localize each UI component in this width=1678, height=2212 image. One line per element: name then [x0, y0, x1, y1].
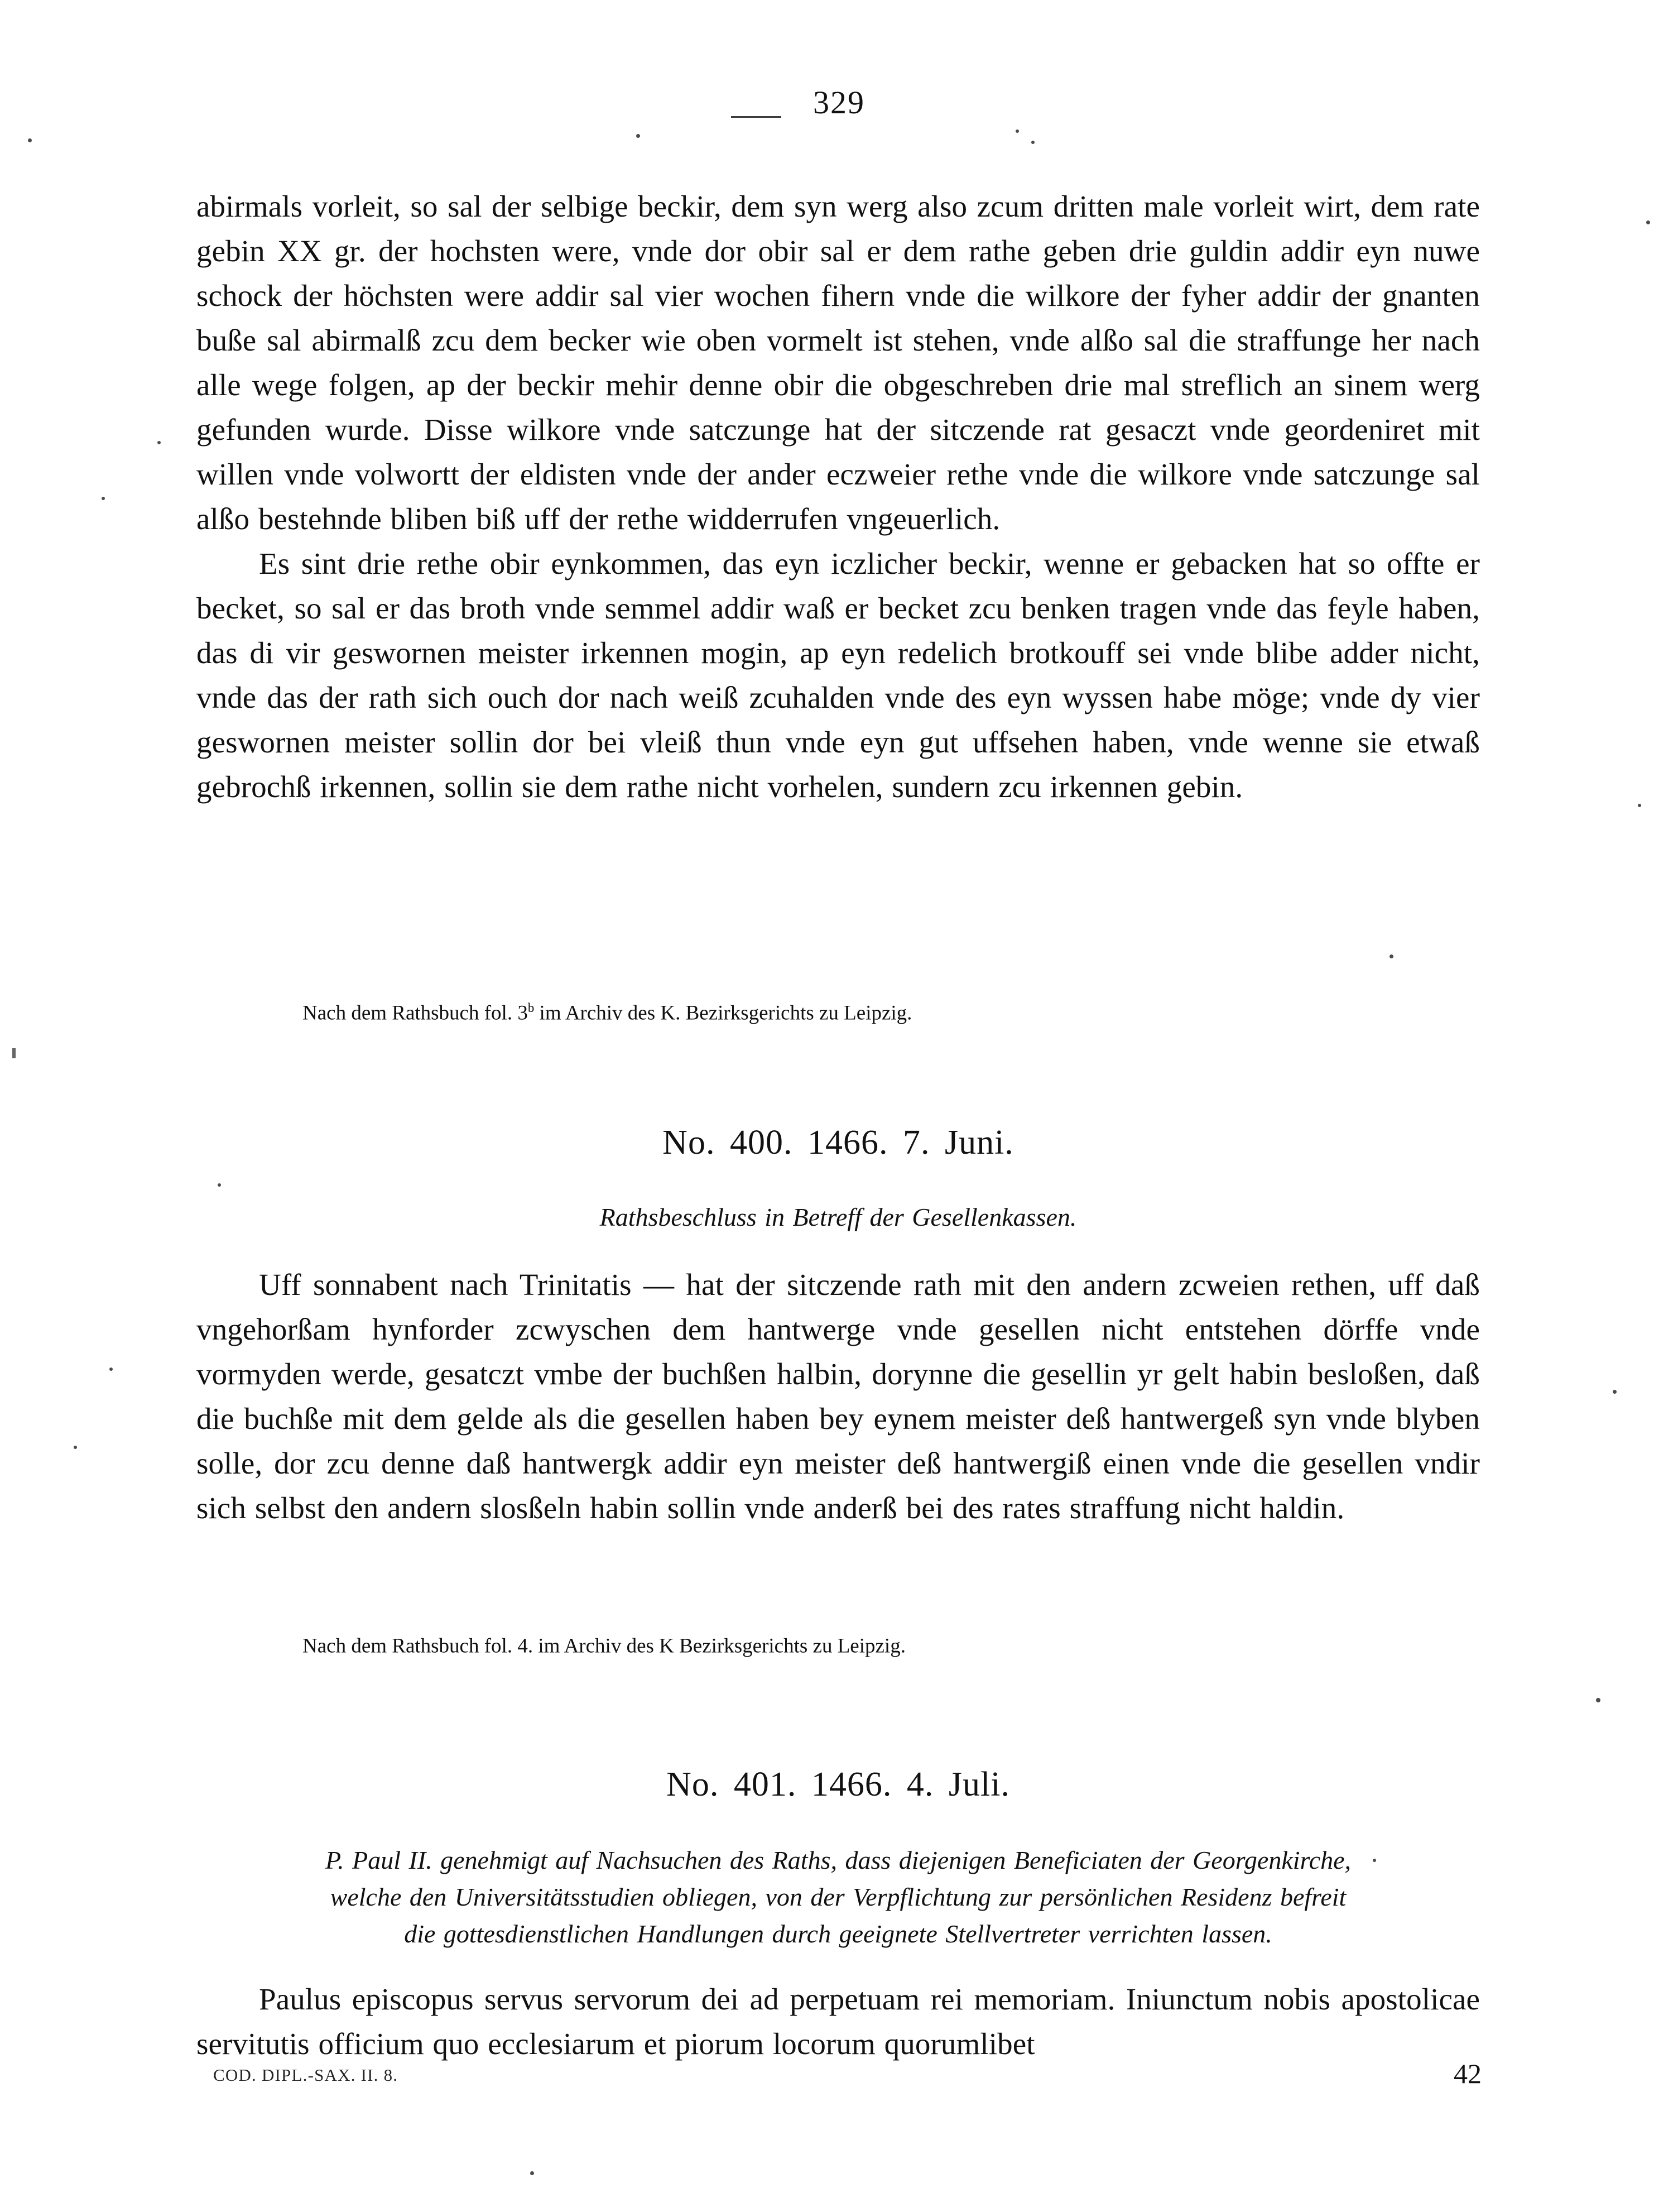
paragraph: Es sint drie rethe obir eynkommen, das eyn iczlicher beckir, wenne er gebacken hat so offte er becket, so sal er das broth vnde semmel addir waß er becket zcu benken tragen vnde das feyle haben, das di vir geswornen meister irkennen mogin, ap eyn redelich brotkouff sei vnde blibe adder nicht, vnde das der rath sich ouch dor nach weiß zcuhalden vnde des eyn wyssen habe möge; vnde dy vier geswornen meister sollin dor bei vleiß thun vnde eyn gut uffsehen haben, vnde wenne sie etwaß gebrochß irkennen, sollin sie dem rathe nicht vorhelen, sundern zcu irkennen gebin.: [196, 546, 1480, 804]
scan-speck: [74, 1446, 77, 1449]
source-note-superscript: b: [527, 1001, 535, 1015]
source-note-prefix: Nach dem Rathsbuch fol. 3: [302, 1001, 528, 1025]
section-doc-401: [196, 1765, 1480, 1805]
body-doc-401: [196, 1977, 1480, 2066]
page-number-header: 329: [813, 84, 865, 121]
scan-speck: [109, 1367, 113, 1371]
document-regest-line: P. Paul II. genehmigt auf Nachsuchen des Raths, dass diejenigen Beneficiaten der Georgenkirche,: [325, 1846, 1352, 1874]
source-note-399: [196, 992, 1480, 1029]
document-heading: No. 401. 1466. 4. Juli.: [666, 1765, 1010, 1803]
scan-speck: [157, 441, 161, 444]
document-regest-line: welche den Universitätsstudien obliegen, von der Verpflichtung zur persönlichen Residenz befreit: [330, 1883, 1347, 1911]
source-note-400: [196, 1625, 1480, 1662]
document-regest: Rathsbeschluss in Betreff der Gesellenkassen.: [599, 1203, 1077, 1231]
scan-edge-tick: [12, 1048, 16, 1058]
regest-doc-400: [196, 1199, 1480, 1236]
scan-speck: [1638, 804, 1641, 807]
scan-speck: [218, 1183, 221, 1187]
source-note: [196, 992, 1480, 1029]
source-note: [196, 1625, 1480, 1662]
folio-number: 42: [1454, 2058, 1482, 2089]
scan-speck: [1646, 220, 1650, 224]
paragraph: Paulus episcopus servus servorum dei ad perpetuam rei memoriam. Iniunctum nobis apostolicae servitutis officium quo ecclesiarum et piorum locorum quorumlibet: [196, 1982, 1480, 2061]
signature-mark: COD. DIPL.-SAX. II. 8.: [213, 2065, 398, 2085]
source-note-suffix: im Archiv des K. Bezirksgerichts zu Leipzig.: [534, 1001, 912, 1025]
source-note-suffix: Bezirksgerichts zu Leipzig.: [674, 1634, 906, 1658]
scan-speck: [1613, 1390, 1617, 1394]
scan-speck: [636, 134, 640, 138]
scan-speck: [1389, 954, 1393, 958]
scan-speck: [28, 138, 32, 142]
paragraph: Uff sonnabent nach Trinitatis — hat der sitczende rath mit den andern zcweien rethen, uff daß vngehorßam hynforder zcwyschen dem hantwerge vnde gesellen nicht entstehen dörffe vnde vormyden werde, gesatczt vmbe der buchßen halbin, dorynne die gesellin yr gelt habin besloßen, daß die buchße mit dem gelde als die gesellen haben bey eynem meister deß hantwergeß syn vnde blyben solle, dor zcu denne daß hantwergk addir eyn meister deß hantwergiß einen vnde die gesellen vndir sich selbst den andern slosßeln habin sollin vnde anderß bei des rates straffung nicht haldin.: [196, 1268, 1480, 1525]
scan-speck: [1031, 141, 1035, 144]
section-continuation-399: [196, 184, 1480, 809]
document-heading: No. 400. 1466. 7. Juni.: [662, 1124, 1014, 1162]
body-doc-400: [196, 1263, 1480, 1530]
section-doc-400: [196, 1123, 1480, 1163]
document-regest-line: die gottesdienstlichen Handlungen durch geeignete Stellvertreter verrichten lassen.: [404, 1920, 1272, 1948]
paragraph: abirmals vorleit, so sal der selbige beckir, dem syn werg also zcum dritten male vorleit wirt, dem rate gebin XX gr. der hochsten were, vnde dor obir sal er dem rathe geben drie guldin addir eyn nuwe schock der höchsten were addir sal vier wochen fihern vnde die wilkore der fyher addir der gnanten buße sal abirmalß zcu dem becker wie oben vormelt ist stehen, vnde alßo sal die straffunge her nach alle wege folgen, ap der beckir mehir denne obir die obgeschreben drie mal streflich an sinem werg gefunden wurde. Disse wilkore vnde satczunge hat der sitczende rat gesaczt vnde geordeniret mit willen vnde volwortt der eldisten vnde der ander eczweier rethe vnde die wilkore vnde satczunge sal alßo bestehnde bliben biß uff der rethe widderrufen vngeuerlich.: [196, 189, 1480, 536]
scan-speck: [530, 2171, 534, 2175]
header-rule: [731, 116, 781, 118]
regest-doc-401: [196, 1842, 1480, 1952]
source-note-prefix: Nach dem Rathsbuch fol. 4. im Archiv des K: [302, 1634, 674, 1658]
scan-speck: [1016, 129, 1019, 133]
scan-speck: [1596, 1698, 1600, 1702]
scan-speck: [102, 497, 105, 500]
